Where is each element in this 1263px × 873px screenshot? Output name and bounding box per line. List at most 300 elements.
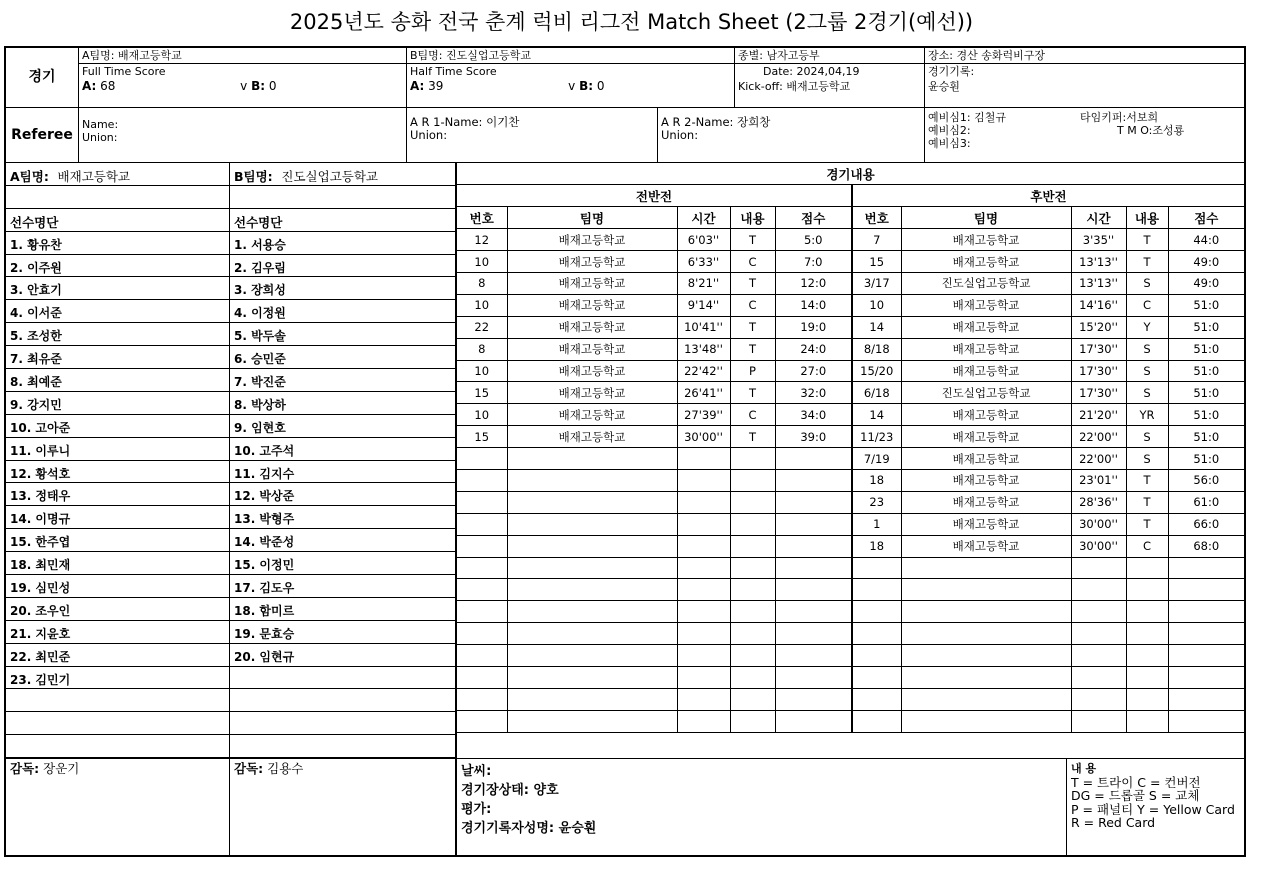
ar2-union: Union: xyxy=(661,128,699,142)
event-cell: 배재고등학교 xyxy=(901,338,1071,360)
player-row: 20. 조우인 xyxy=(6,598,229,621)
event-cell xyxy=(730,710,775,732)
team-a-header: A팀명: 배재고등학교 xyxy=(6,163,229,186)
event-cell: 23'01'' xyxy=(1071,469,1126,491)
event-cell: 10 xyxy=(457,294,507,316)
event-cell: 배재고등학교 xyxy=(901,229,1071,251)
venue: 장소: 경산 송화럭비구장 xyxy=(925,48,1244,64)
event-cell xyxy=(1168,623,1244,645)
tmo: T M O:조성룡 xyxy=(1117,124,1185,137)
event-cell xyxy=(1126,557,1168,579)
event-row xyxy=(457,251,1244,273)
col-number: 번호 xyxy=(457,207,507,229)
event-cell: 22'00'' xyxy=(1071,426,1126,448)
reserve-info xyxy=(925,108,1244,162)
player-row: 10. 고주석 xyxy=(230,438,455,461)
full-time-score: A: 68 v B: 0 xyxy=(82,79,277,93)
event-cell xyxy=(677,513,730,535)
half-time-score: A: 39 v B: 0 xyxy=(410,79,605,93)
event-cell: 배재고등학교 xyxy=(901,251,1071,273)
event-cell xyxy=(1126,666,1168,688)
player-row xyxy=(6,735,229,758)
event-cell: 10'41'' xyxy=(677,316,730,338)
event-cell: 66:0 xyxy=(1168,513,1244,535)
player-row: 2. 김우림 xyxy=(230,255,455,278)
kickoff: Kick-off: 배재고등학교 xyxy=(738,80,851,93)
event-cell xyxy=(1071,623,1126,645)
event-cell: 51:0 xyxy=(1168,426,1244,448)
event-cell: T xyxy=(730,316,775,338)
player-row: 1. 서용승 xyxy=(230,232,455,255)
event-cell xyxy=(730,513,775,535)
event-cell: 13'13'' xyxy=(1071,251,1126,273)
event-cell: 22'42'' xyxy=(677,360,730,382)
event-cell: S xyxy=(1126,382,1168,404)
event-cell: 배재고등학교 xyxy=(901,360,1071,382)
event-row xyxy=(457,645,1244,667)
event-cell: 배재고등학교 xyxy=(901,294,1071,316)
event-cell xyxy=(1071,601,1126,623)
event-cell: 10 xyxy=(457,251,507,273)
event-cell: 10 xyxy=(852,294,901,316)
event-cell xyxy=(775,666,852,688)
col-team: 팀명 xyxy=(901,207,1071,229)
legend-line: P = 패널티 Y = Yellow Card xyxy=(1071,801,1235,817)
event-cell xyxy=(775,448,852,470)
event-cell: 51:0 xyxy=(1168,316,1244,338)
event-cell: S xyxy=(1126,426,1168,448)
event-cell: C xyxy=(730,404,775,426)
event-cell: T xyxy=(730,338,775,360)
event-cell xyxy=(775,645,852,667)
event-cell xyxy=(730,601,775,623)
field-condition: 경기장상태: 양호 xyxy=(461,783,559,799)
event-cell: T xyxy=(1126,251,1168,273)
match-date: Date: 2024,04,19 xyxy=(763,65,860,78)
event-cell: 17'30'' xyxy=(1071,360,1126,382)
event-cell: 14 xyxy=(852,316,901,338)
event-cell: 27:0 xyxy=(775,360,852,382)
events-table xyxy=(457,163,1244,733)
event-cell: 8'21'' xyxy=(677,272,730,294)
event-cell xyxy=(507,491,677,513)
division-block xyxy=(735,48,925,107)
event-cell: T xyxy=(1126,491,1168,513)
event-cell: 12:0 xyxy=(775,272,852,294)
event-row xyxy=(457,535,1244,557)
event-cell: 3'35'' xyxy=(1071,229,1126,251)
event-cell: 49:0 xyxy=(1168,251,1244,273)
event-cell xyxy=(730,448,775,470)
event-cell xyxy=(901,710,1071,732)
event-cell xyxy=(775,513,852,535)
col-time: 시간 xyxy=(1071,207,1126,229)
ar2-name: A R 2-Name: 장희창 xyxy=(661,115,771,129)
event-cell: 19:0 xyxy=(775,316,852,338)
weather: 날씨: xyxy=(461,764,492,780)
event-cell: 7/19 xyxy=(852,448,901,470)
player-row: 23. 김민기 xyxy=(6,667,229,690)
event-cell xyxy=(457,579,507,601)
event-cell xyxy=(1168,688,1244,710)
event-cell: 44:0 xyxy=(1168,229,1244,251)
player-row: 22. 최민준 xyxy=(6,644,229,667)
legend-line: DG = 드롭골 S = 교체 xyxy=(1071,788,1200,804)
event-cell: 배재고등학교 xyxy=(901,513,1071,535)
player-row: 17. 김도우 xyxy=(230,575,455,598)
event-cell xyxy=(1168,601,1244,623)
event-cell: 3/17 xyxy=(852,272,901,294)
event-row xyxy=(457,469,1244,491)
col-score: 점수 xyxy=(1168,207,1244,229)
event-cell: 28'36'' xyxy=(1071,491,1126,513)
player-row: 19. 심민성 xyxy=(6,575,229,598)
event-cell: 배재고등학교 xyxy=(507,251,677,273)
event-cell xyxy=(775,601,852,623)
player-row: 8. 박상하 xyxy=(230,392,455,415)
event-cell: T xyxy=(1126,229,1168,251)
event-cell xyxy=(901,623,1071,645)
event-cell: C xyxy=(1126,294,1168,316)
player-row: 9. 임현호 xyxy=(230,415,455,438)
events-panel xyxy=(457,163,1244,758)
event-cell: 배재고등학교 xyxy=(507,426,677,448)
event-cell xyxy=(730,491,775,513)
event-row xyxy=(457,601,1244,623)
event-cell: S xyxy=(1126,338,1168,360)
event-cell xyxy=(1126,601,1168,623)
team-b-blank xyxy=(230,186,455,209)
event-cell xyxy=(775,579,852,601)
event-cell: 8/18 xyxy=(852,338,901,360)
event-cell: T xyxy=(730,229,775,251)
event-cell: 배재고등학교 xyxy=(901,426,1071,448)
event-cell: 8 xyxy=(457,272,507,294)
event-row xyxy=(457,491,1244,513)
event-cell: 49:0 xyxy=(1168,272,1244,294)
col-score: 점수 xyxy=(775,207,852,229)
team-a-score-block xyxy=(79,48,407,107)
ar1-name: A R 1-Name: 이기찬 xyxy=(410,115,520,129)
event-cell xyxy=(457,688,507,710)
event-cell xyxy=(1126,710,1168,732)
col-number: 번호 xyxy=(852,207,901,229)
player-row: 18. 함미르 xyxy=(230,598,455,621)
player-row: 13. 박형주 xyxy=(230,506,455,529)
event-cell xyxy=(457,601,507,623)
event-cell: 15/20 xyxy=(852,360,901,382)
event-cell: S xyxy=(1126,272,1168,294)
player-row xyxy=(230,689,455,712)
event-cell xyxy=(677,601,730,623)
event-row xyxy=(457,229,1244,251)
legend-line: R = Red Card xyxy=(1071,815,1156,831)
match-info-row xyxy=(6,48,1244,108)
venue-block xyxy=(925,48,1244,107)
event-cell xyxy=(457,557,507,579)
event-cell xyxy=(507,448,677,470)
referee-union: Union: xyxy=(82,131,118,144)
event-cell: 51:0 xyxy=(1168,404,1244,426)
event-cell xyxy=(1168,579,1244,601)
event-cell xyxy=(901,688,1071,710)
player-row: 3. 장희성 xyxy=(230,277,455,300)
event-cell xyxy=(507,469,677,491)
event-cell xyxy=(677,645,730,667)
event-cell xyxy=(852,645,901,667)
player-row: 15. 한주엽 xyxy=(6,529,229,552)
event-cell: 15'20'' xyxy=(1071,316,1126,338)
event-cell xyxy=(730,688,775,710)
team-a-blank xyxy=(6,186,229,209)
event-cell: 배재고등학교 xyxy=(901,404,1071,426)
event-row xyxy=(457,272,1244,294)
event-cell xyxy=(775,469,852,491)
event-cell xyxy=(507,645,677,667)
event-cell xyxy=(1071,666,1126,688)
event-cell: 진도실업고등학교 xyxy=(901,272,1071,294)
event-cell xyxy=(1168,557,1244,579)
event-cell: 51:0 xyxy=(1168,338,1244,360)
event-cell xyxy=(507,579,677,601)
event-cell: 13'48'' xyxy=(677,338,730,360)
event-cell: 6/18 xyxy=(852,382,901,404)
player-row: 5. 박두솔 xyxy=(230,323,455,346)
player-row: 7. 최유준 xyxy=(6,346,229,369)
event-cell: 배재고등학교 xyxy=(507,272,677,294)
event-cell xyxy=(677,623,730,645)
event-cell: 1 xyxy=(852,513,901,535)
player-row: 12. 박상준 xyxy=(230,483,455,506)
team-b-score-block xyxy=(407,48,735,107)
team-a-list-header: 선수명단 xyxy=(6,209,229,232)
event-cell xyxy=(730,469,775,491)
event-cell: 14 xyxy=(852,404,901,426)
event-cell: 10 xyxy=(457,404,507,426)
event-cell: 10 xyxy=(457,360,507,382)
event-row xyxy=(457,448,1244,470)
event-cell: 15 xyxy=(457,382,507,404)
division: 종별: 남자고등부 xyxy=(735,48,924,64)
event-row xyxy=(457,404,1244,426)
player-row: 11. 김지수 xyxy=(230,461,455,484)
event-cell: 30'00'' xyxy=(1071,535,1126,557)
event-cell xyxy=(1126,579,1168,601)
player-row: 15. 이정민 xyxy=(230,552,455,575)
event-cell xyxy=(507,535,677,557)
team-b-name: B팀명: 진도실업고등학교 xyxy=(407,48,734,64)
player-row: 19. 문효승 xyxy=(230,621,455,644)
team-a-roster xyxy=(6,163,230,758)
event-cell xyxy=(852,601,901,623)
player-row: 12. 황석호 xyxy=(6,461,229,484)
reserve-3: 예비심3: xyxy=(928,137,971,150)
event-cell: 27'39'' xyxy=(677,404,730,426)
event-cell: 배재고등학교 xyxy=(901,469,1071,491)
event-cell: 배재고등학교 xyxy=(901,316,1071,338)
event-cell: S xyxy=(1126,360,1168,382)
event-cell xyxy=(1071,557,1126,579)
event-cell: 17'30'' xyxy=(1071,382,1126,404)
event-cell xyxy=(775,688,852,710)
legend-title: 내 용 xyxy=(1071,762,1097,776)
event-cell: 17'30'' xyxy=(1071,338,1126,360)
legend-line: T = 트라이 C = 컨버전 xyxy=(1071,774,1201,790)
event-cell: T xyxy=(730,382,775,404)
player-row: 6. 승민준 xyxy=(230,346,455,369)
event-cell xyxy=(677,557,730,579)
ar1-info xyxy=(407,108,658,162)
event-cell xyxy=(1071,688,1126,710)
event-cell: 18 xyxy=(852,469,901,491)
event-cell xyxy=(507,623,677,645)
event-cell xyxy=(1071,645,1126,667)
event-cell xyxy=(852,579,901,601)
page-title: 2025년도 송화 전국 춘계 럭비 리그전 Match Sheet (2그룹 2경기(예선)) xyxy=(289,10,974,34)
event-row xyxy=(457,360,1244,382)
player-row xyxy=(6,712,229,735)
col-type: 내용 xyxy=(1126,207,1168,229)
event-cell: 12 xyxy=(457,229,507,251)
event-cell: C xyxy=(1126,535,1168,557)
event-cell xyxy=(457,513,507,535)
event-cell xyxy=(1126,623,1168,645)
event-cell: 39:0 xyxy=(775,426,852,448)
reserve-1: 예비심1: 김철규 xyxy=(928,111,1006,124)
event-cell: 51:0 xyxy=(1168,382,1244,404)
match-conditions xyxy=(457,759,1067,855)
event-cell: YR xyxy=(1126,404,1168,426)
event-cell: 7:0 xyxy=(775,251,852,273)
match-sheet xyxy=(4,46,1246,857)
recorder-name: 윤승훤 xyxy=(928,80,960,93)
event-cell xyxy=(775,491,852,513)
player-row: 14. 박준성 xyxy=(230,529,455,552)
player-row: 4. 이서준 xyxy=(6,300,229,323)
event-cell: 18 xyxy=(852,535,901,557)
event-cell: 68:0 xyxy=(1168,535,1244,557)
event-cell: 배재고등학교 xyxy=(507,382,677,404)
player-row: 13. 정태우 xyxy=(6,483,229,506)
event-cell: T xyxy=(730,272,775,294)
event-cell xyxy=(507,688,677,710)
referee-row xyxy=(6,108,1244,163)
event-cell xyxy=(457,535,507,557)
team-b-list-header: 선수명단 xyxy=(230,209,455,232)
event-cell: 30'00'' xyxy=(677,426,730,448)
event-cell: 배재고등학교 xyxy=(901,448,1071,470)
event-cell xyxy=(852,666,901,688)
event-cell: 13'13'' xyxy=(1071,272,1126,294)
event-cell xyxy=(507,666,677,688)
event-cell xyxy=(677,666,730,688)
event-cell xyxy=(677,469,730,491)
event-cell xyxy=(852,557,901,579)
events-title-row xyxy=(457,163,1244,185)
player-row: 14. 이명규 xyxy=(6,506,229,529)
player-row: 5. 조성한 xyxy=(6,323,229,346)
event-cell xyxy=(1071,579,1126,601)
event-cell: 9'14'' xyxy=(677,294,730,316)
player-row: 8. 최예준 xyxy=(6,369,229,392)
event-cell xyxy=(1168,666,1244,688)
event-cell xyxy=(852,688,901,710)
event-cell xyxy=(730,666,775,688)
player-row: 10. 고아준 xyxy=(6,415,229,438)
timekeeper: 타임키퍼:서보희 xyxy=(1080,111,1159,124)
event-row xyxy=(457,316,1244,338)
event-cell: 배재고등학교 xyxy=(901,535,1071,557)
event-cell xyxy=(730,557,775,579)
event-cell xyxy=(507,601,677,623)
player-row: 3. 안효기 xyxy=(6,277,229,300)
event-row xyxy=(457,382,1244,404)
full-time-label: Full Time Score xyxy=(82,65,166,78)
event-row xyxy=(457,338,1244,360)
event-cell xyxy=(1126,645,1168,667)
recorder-signature: 경기기록자성명: 윤승훤 xyxy=(461,821,597,837)
event-cell xyxy=(507,513,677,535)
event-cell xyxy=(730,535,775,557)
event-cell: 24:0 xyxy=(775,338,852,360)
event-cell xyxy=(901,666,1071,688)
event-cell: 22 xyxy=(457,316,507,338)
event-cell: C xyxy=(730,251,775,273)
event-cell xyxy=(457,623,507,645)
event-cell xyxy=(775,535,852,557)
event-cell xyxy=(457,666,507,688)
event-cell: 배재고등학교 xyxy=(507,338,677,360)
event-cell: 61:0 xyxy=(1168,491,1244,513)
event-cell xyxy=(852,623,901,645)
event-cell: 51:0 xyxy=(1168,360,1244,382)
event-cell xyxy=(775,710,852,732)
event-row xyxy=(457,294,1244,316)
event-cell: 30'00'' xyxy=(1071,513,1126,535)
event-cell xyxy=(457,469,507,491)
lower-section xyxy=(6,163,1244,758)
event-cell xyxy=(775,623,852,645)
team-a-name: A팀명: 배재고등학교 xyxy=(79,48,406,64)
player-row: 4. 이정원 xyxy=(230,300,455,323)
event-cell xyxy=(677,491,730,513)
event-cell: 배재고등학교 xyxy=(507,229,677,251)
event-cell xyxy=(677,688,730,710)
player-row xyxy=(230,667,455,690)
event-cell xyxy=(852,710,901,732)
referee-name: Name: xyxy=(82,118,119,131)
event-cell xyxy=(507,557,677,579)
event-cell xyxy=(677,535,730,557)
event-cell xyxy=(730,645,775,667)
event-cell: 배재고등학교 xyxy=(507,404,677,426)
event-cell: 배재고등학교 xyxy=(901,491,1071,513)
event-cell xyxy=(901,645,1071,667)
event-cell: 21'20'' xyxy=(1071,404,1126,426)
event-cell: 11/23 xyxy=(852,426,901,448)
event-cell xyxy=(901,557,1071,579)
team-b-header: B팀명: 진도실업고등학교 xyxy=(230,163,455,186)
event-cell: T xyxy=(1126,513,1168,535)
events-title: 경기내용 xyxy=(457,163,1244,185)
event-cell xyxy=(677,710,730,732)
event-cell: 배재고등학교 xyxy=(507,294,677,316)
event-cell: 15 xyxy=(852,251,901,273)
event-cell xyxy=(1126,688,1168,710)
player-row xyxy=(230,735,455,758)
event-row xyxy=(457,710,1244,732)
player-row: 9. 강지민 xyxy=(6,392,229,415)
